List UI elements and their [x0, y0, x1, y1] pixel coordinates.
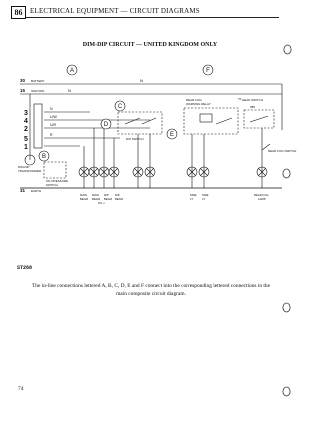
figure-code: ST268 — [17, 265, 33, 271]
ignition-terminal-label: 15 — [20, 88, 26, 93]
lamp-label-rear-fog-2: LAMP — [258, 197, 266, 201]
relay-box — [184, 108, 238, 134]
head-switch-label: HEAD SWITCH — [242, 98, 263, 102]
relay-coil — [200, 114, 212, 122]
connection-d-label: D — [103, 122, 109, 129]
punch-hole-icon — [282, 386, 291, 397]
lamp-label-side-4: LT — [202, 197, 206, 201]
terminal-block — [34, 104, 42, 148]
punch-hole-icon — [283, 44, 292, 55]
lamp-label-dip-3: BEAM — [104, 197, 112, 201]
rear-switch-contact — [250, 116, 268, 122]
connection-b-label: B — [41, 154, 47, 161]
relay-terminal-label: 70 — [238, 97, 242, 101]
page-number: 74 — [18, 386, 24, 392]
oil-pressure-box — [44, 162, 66, 178]
battery-label: BATTERY — [31, 79, 45, 83]
ignition-wire-colour: N — [68, 88, 71, 93]
lamp-label-main-4: BEAM — [92, 197, 100, 201]
terminal-1-label: 1 — [24, 144, 28, 151]
transformer-label-1: DIM-DIP — [18, 165, 30, 169]
relay-label-1: REAR FOG — [186, 98, 202, 102]
oil-pressure-label-1: OIL PRESSURE — [46, 179, 69, 183]
battery-terminal-label: 30 — [20, 78, 26, 83]
lamp-label-main-3: BEAM — [80, 197, 88, 201]
terminal-5-label: 5 — [24, 136, 28, 143]
lamp-label-rear-fog-1: REAR FOG — [254, 193, 269, 197]
lamp-label-side-1: SIDE — [190, 193, 197, 197]
dip-switch-contact-b — [142, 118, 156, 124]
lamp-label-dip-1: DIP — [104, 193, 109, 197]
rear-switch-label: 085 — [250, 105, 256, 109]
earth-terminal-label: 31 — [20, 188, 26, 193]
lamp-label-side-2: SIDE — [202, 193, 209, 197]
lamp-label-dip-2: DIP — [115, 193, 120, 197]
lamp-label-main-1: MAIN — [80, 193, 87, 197]
connection-f-label: F — [206, 68, 210, 75]
battery-wire-colour: N — [140, 78, 143, 83]
caption: The in-line connections lettered A, B, C, D, E and F connect into the corresponding lettered connections in the main composite circuit diagram. — [31, 283, 271, 297]
lamp-symbols — [79, 167, 267, 177]
lamp-label-side-3: LT — [190, 197, 194, 201]
dip-switch-box — [118, 112, 162, 134]
section-number-badge: 86 — [11, 6, 26, 19]
rear-fog-switch-label: REAR FOG SWITCH — [268, 149, 297, 153]
ignition-label: IGNITION — [31, 89, 45, 93]
punch-hole-icon — [282, 302, 291, 313]
terminal-2-label: 2 — [24, 126, 28, 133]
lamp-label-dip-4: BEAM — [115, 197, 123, 201]
terminal-3-label: 3 — [24, 110, 28, 117]
wire-colour-lead-3: N — [50, 107, 53, 111]
dip-switch-label: DIP SWITCH — [126, 137, 144, 141]
wire-colour-lead-5: R — [50, 133, 53, 137]
relay-contact — [216, 118, 232, 124]
connection-e-label: E — [169, 132, 175, 139]
connection-a-label: A — [69, 68, 75, 75]
punch-hole-icon — [282, 168, 291, 179]
section-title: ELECTRICAL EQUIPMENT — CIRCUIT DIAGRAMS — [30, 7, 200, 15]
lamp-label-main-5: W.L.I. — [98, 201, 106, 205]
wire-colour-lead-4: U/W — [50, 115, 57, 119]
wire-colour-lead-2: U/R — [50, 123, 57, 127]
oil-pressure-label-2: SWITCH — [46, 183, 58, 187]
terminal-4-label: 4 — [24, 118, 28, 125]
diagram-title: DIM-DIP CIRCUIT — UNITED KINGDOM ONLY — [82, 42, 218, 48]
dip-switch-contact-a — [125, 118, 140, 124]
lamp-label-main-2: MAIN — [92, 193, 99, 197]
connection-c-label: C — [117, 104, 123, 111]
relay-label-2: WARNING RELAY — [186, 102, 211, 106]
earth-label: EARTH — [31, 189, 42, 193]
transformer-label-2: TRANSFORMER — [18, 169, 42, 173]
